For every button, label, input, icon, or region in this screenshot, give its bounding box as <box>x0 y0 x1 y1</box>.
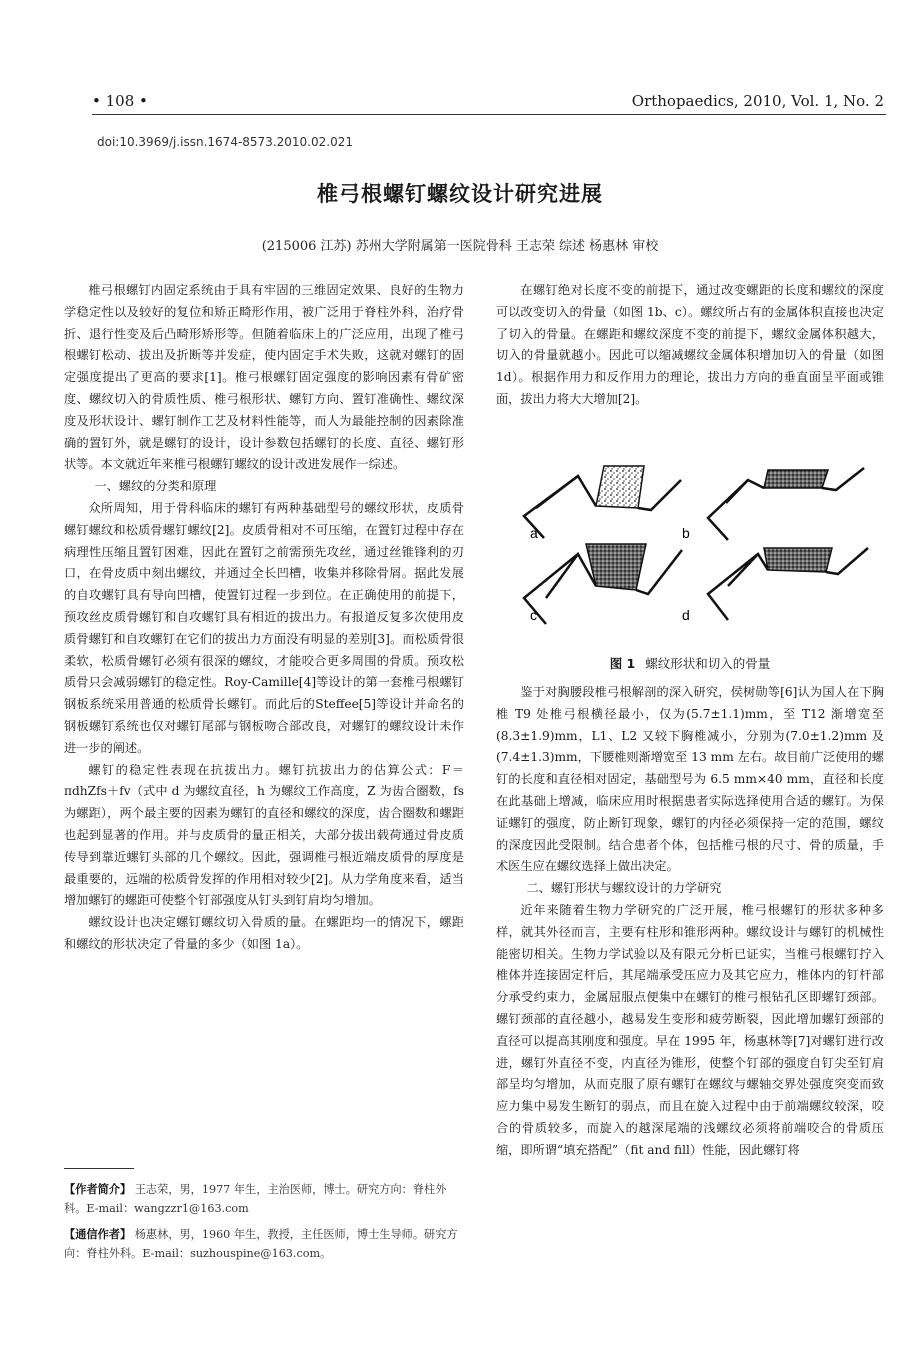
body-paragraph: 螺纹设计也决定螺钉螺纹切入骨质的量。在螺距均一的情况下，螺距和螺纹的形状决定了骨量的多少（如图 1a）。 <box>64 915 464 951</box>
left-column <box>64 280 464 956</box>
corresponding-author-footnote <box>64 1225 464 1263</box>
thread-profile-b <box>708 468 864 540</box>
corresponding-author-text: 杨惠林，男，1960 年生，教授，主任医师，博士生导师。研究方向：脊柱外科。E-mail：suzhouspine@163.com。 <box>64 1228 458 1260</box>
right-column-top <box>496 280 884 411</box>
thread-profile-d <box>708 548 868 620</box>
figure-label-c: c <box>530 607 537 623</box>
author-bio-footnote <box>64 1180 464 1218</box>
author-line: (215006 江苏) 苏州大学附属第一医院骨科 王志荣 综述 杨惠林 审校 <box>261 239 659 254</box>
journal-header: Orthopaedics, 2010, Vol. 1, No. 2 <box>631 92 884 110</box>
corresponding-author-label: 【通信作者】 <box>64 1228 132 1241</box>
page-number: • 108 • <box>92 92 148 110</box>
right-column-bottom <box>496 682 884 1162</box>
thread-profile-a <box>524 466 681 538</box>
figure-1 <box>496 458 884 678</box>
intro-paragraph: 椎弓根螺钉内固定系统由于具有牢固的三维固定效果、良好的生物力学稳定性以及较好的复位和矫正畸形作用，被广泛用于脊柱外科，治疗骨折、退行性变及后凸畸形矫形等。但随着临床上的广泛应用，出现了椎弓根螺钉松动、拔出及折断等并发症，使内固定手术失败，这就对螺钉的固定强度提出了更高的要求[1]。椎弓根螺钉固定强度的影响因素有骨矿密度、螺纹切入的骨质性质、椎弓根形状、螺钉方向、置钉准确性、螺纹深度及形状设计、螺钉制作工艺及材料性能等，而人为最能控制的因素除准确的置钉外，就是螺钉的设计，设计参数包括螺钉的长度、直径、螺钉形状等。本文就近年来椎弓根螺钉螺纹的设计改进发展作一综述。 <box>64 283 464 472</box>
author-bio-label: 【作者简介】 <box>64 1183 132 1196</box>
figure-label-a: a <box>530 525 538 541</box>
thread-profile-c <box>524 544 682 624</box>
thread-shape-diagram <box>496 458 884 648</box>
article-title: 椎弓根螺钉螺纹设计研究进展 <box>317 182 603 206</box>
header-rule <box>92 114 886 115</box>
figure-label-b: b <box>682 525 690 541</box>
figure-number: 图 1 <box>609 656 636 671</box>
body-paragraph: 鉴于对胸腰段椎弓根解剖的深入研究，侯树勋等[6]认为国人在下胸椎 T9 处椎弓根横径最小，仅为(5.7±1.1)mm，至 T12 渐增宽至(8.3±1.9)mm，L1、L2 又较下胸椎减小，分别为(7.0±1.2)mm 及(7.4±1.3)mm，下腰椎则渐增宽至 13 mm 左右。故目前广泛使用的螺钉的长度和直径相对固定，基础型号为 6.5 mm×40 mm，直径和长度在此基础上增减，临床应用时根据患者实际选择使用合适的螺钉。为保证螺钉的强度，防止断钉现象，螺钉的内径必须保持一定的范围，螺纹的深度因此受限制。结合患者个体，包括椎弓根的尺寸、骨的质量，手术医生应在螺纹选择上做出决定。 <box>496 685 884 874</box>
body-paragraph: 螺钉的稳定性表现在抗拔出力。螺钉抗拔出力的估算公式：F＝πdhZfs＋fv（式中 d 为螺纹直径，h 为螺纹工作高度，Z 为齿合圈数，fs 为螺距），两个最主要的因素为螺钉的直径和螺纹的深度，齿合圈数和螺距也起到显著的作用。并与皮质骨的量正相关，大部分拔出载荷通过骨皮质传导到靠近螺钉头部的几个螺纹。因此，强调椎弓根近端皮质骨的厚度是最重要的，远端的松质骨发挥的作用相对较少[2]。从力学角度来看，适当增加螺钉的螺距可使整个钉部强度从钉头到钉肩均匀增加。 <box>64 762 464 908</box>
body-paragraph: 近年来随着生物力学研究的广泛开展，椎弓根螺钉的形状多种多样，就其外径而言，主要有柱形和锥形两种。螺纹设计与螺钉的机械性能密切相关。生物力学试验以及有限元分析已证实，当椎弓根螺钉拧入椎体并连接固定杆后，其尾端承受压应力及其它应力，椎体内的钉杆部分承受约束力，金属屈服点便集中在螺钉的椎弓根钻孔区即螺钉颈部。螺钉颈部的直径越小，越易发生变形和疲劳断裂，因此增加螺钉颈部的直径可以提高其刚度和强度。早在 1995 年，杨惠林等[7]对螺钉进行改进，螺钉外直径不变，内直径为锥形，使整个钉部的强度自钉尖至钉肩部呈均匀增加，从而克服了原有螺钉在螺纹与螺轴交界处强度突变而致应力集中易发生断钉的弱点，而且在旋入过程中由于前端螺纹较深，咬合的骨质较多，而旋入的越深尾端的浅螺纹必须将前端咬合的骨质压缩，即所谓“填充搭配”（fit and fill）性能，因此螺钉将 <box>496 902 884 1157</box>
footnote-rule <box>64 1168 134 1169</box>
figure-caption-text: 螺纹形状和切入的骨量 <box>645 656 771 671</box>
body-paragraph: 在螺钉绝对长度不变的前提下，通过改变螺距的长度和螺纹的深度可以改变切入的骨量（如图 1b、c）。螺纹所占有的金属体积直接也决定了切入的骨量。在螺距和螺纹深度不变的前提下，螺纹金属体积越大，切入的骨量就越小。因此可以缩减螺纹金属体积增加切入的骨量（如图 1d）。根据作用力和反作用力的理论，拔出力方向的垂直面呈平面或锥面，拔出力将大大增加[2]。 <box>496 283 884 406</box>
body-paragraph: 众所周知，用于骨科临床的螺钉有两种基础型号的螺纹形状，皮质骨螺钉螺纹和松质骨螺钉螺纹[2]。皮质骨相对不可压缩，在置钉过程中存在病理性压缩且置钉困难，因此在置钉之前需预先攻丝，通过丝锥锋利的刃口，在骨皮质中刻出螺纹，并通过全长凹槽，收集并移除骨屑。据此发展的自攻螺钉具有导向凹槽，使置钉过程一步到位。在正确使用的前提下，预攻丝皮质骨螺钉和自攻螺钉具有相近的拔出力。有报道反复多次使用皮质骨螺钉和自攻螺钉在它们的拔出力方面没有明显的差别[3]。而松质骨很柔软，松质骨螺钉必须有很深的螺纹，才能咬合更多周围的骨质。预攻松质骨只会减弱螺钉的稳定性。Roy-Camille[4]等设计的第一套椎弓根螺钉钢板系统采用普通的松质骨长螺钉。而此后的Steffee[5]等设计并命名的钢板螺钉系统也仅对螺钉尾部与钢板吻合部改良，对螺钉的螺纹设计未作进一步的阐述。 <box>64 500 464 755</box>
figure-label-d: d <box>682 607 690 623</box>
figure-caption <box>496 654 884 672</box>
author-bio-text: 王志荣，男，1977 年生，主治医师，博士。研究方向：脊柱外科。E-mail：wangzzr1@163.com <box>64 1183 447 1215</box>
doi: doi:10.3969/j.issn.1674-8573.2010.02.021 <box>97 135 353 149</box>
section-heading-1: 一、螺纹的分类和原理 <box>94 479 217 494</box>
section-heading-2: 二、螺钉形状与螺纹设计的力学研究 <box>526 881 722 896</box>
